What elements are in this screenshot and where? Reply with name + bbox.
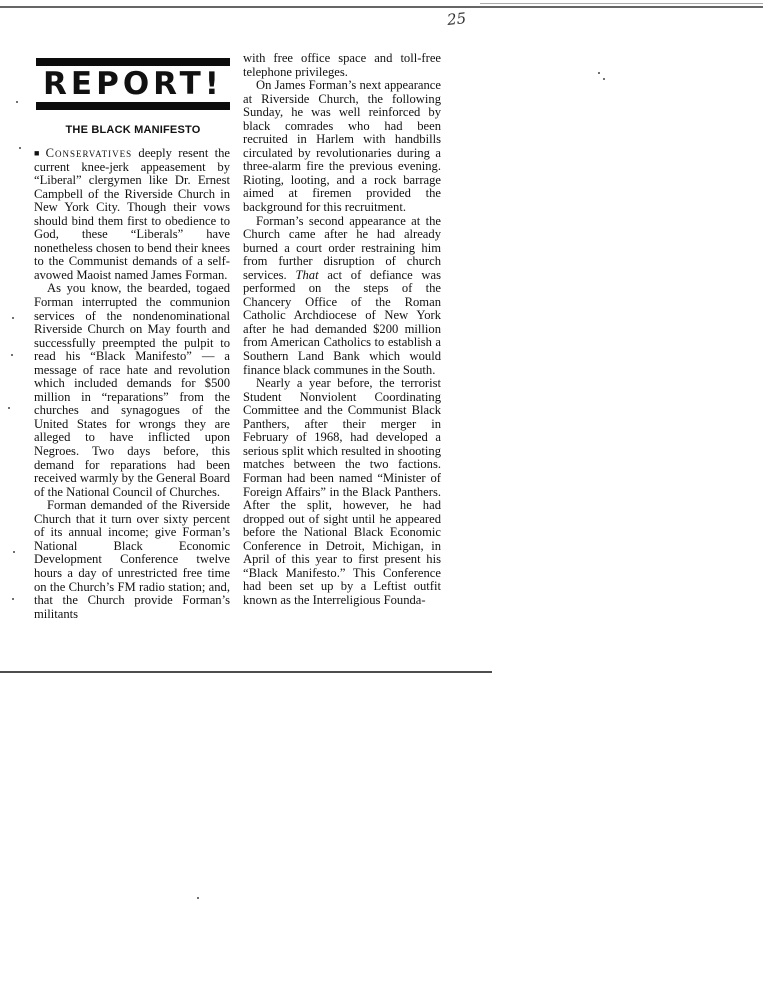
paragraph-4: On James Forman’s next appearance at Riverside Church, the following Sunday, he was well reinforced by black comrades who had been recruited in Harlem with handbills circulated by revolutionaries during a three-alarm fire the previous evening. Rioting, looting, and a rock barrage aimed at firemen provided the background for this recruitment. <box>243 78 441 215</box>
article-column-right <box>243 52 441 607</box>
scan-speck <box>197 897 199 899</box>
scan-speck <box>12 317 14 319</box>
paragraph-6: Nearly a year before, the terrorist Student Nonviolent Coordinating Committee and the Communist Black Panthers, after their merger in February of 1968, had developed a serious split which resulted in shooting matches between the two factions. Forman had been named “Minister of Foreign Affairs” in the Black Panthers. After the split, however, he had dropped out of sight until he appeared before the National Black Economic Conference in Detroit, Michigan, in April of this year to first present his “Black Manifesto.” This Conference had been set up by a Leftist outfit known as the Interreligious Founda- <box>243 376 441 607</box>
paragraph-1 <box>34 147 230 282</box>
paragraph-5-start: Forman’s second appearance at the Church came after he had already burned a court order restraining him from further disruption of church services. <box>243 213 441 282</box>
masthead-rule-bottom <box>36 102 230 110</box>
paragraph-continued: with free office space and toll-free telephone privileges. <box>243 51 441 79</box>
emphasis-that: That <box>295 267 319 282</box>
scan-speck <box>12 598 14 600</box>
scan-speck <box>598 72 600 74</box>
scan-speck <box>603 78 605 80</box>
handwritten-page-number: 25 <box>446 9 467 29</box>
paragraph-3: Forman demanded of the Riverside Church that it turn over sixty percent of its annual income; give Forman’s National Black Economic Development Conference twelve hours a day of unrestricted free time on the Church’s FM radio station; and, that the Church provide Forman’s militants <box>34 498 230 621</box>
paragraph-5 <box>243 215 441 378</box>
paragraph-1-text: deeply resent the current knee-jerk appeasement by “Liberal” clergymen like Dr. Ernest Campbell of the Riverside Church in New York City. Though their vows should bind them first to obedience to God, these “Liberals” have nonetheless chosen to bend their knees to the Communist demands of a self-avowed Maoist named James Forman. <box>34 146 230 282</box>
scan-speck <box>11 354 13 356</box>
paragraph-2: As you know, the bearded, togaed Forman interrupted the communion services of the nondenominational Riverside Church on May fourth and successfully preempted the pulpit to read his “Black Manifesto” — a message of race hate and revolution which included demands for $500 million in “reparations” from the churches and synagogues of the United States for wrongs they are alleged to have inflicted upon Negroes. Two days before, this demand for reparations had been received warmly by the General Board of the National Council of Churches. <box>34 281 230 499</box>
footer-rule <box>0 671 492 673</box>
scan-speck <box>19 147 21 149</box>
bullet-square-icon: ■ <box>34 148 43 158</box>
report-title: REPORT! <box>43 66 223 102</box>
article-subtitle: THE BLACK MANIFESTO <box>65 124 201 136</box>
scan-edge-line <box>0 6 763 8</box>
scan-speck <box>13 551 15 553</box>
scan-edge-line-faint <box>480 3 763 4</box>
paragraph-5-end: act of defiance was performed on the steps of the Chancery Office of the Roman Catholic Archdiocese of New York after he had demanded $200 million from American Catholics to establish a Southern Land Bank which would finance black communes in the South. <box>243 267 441 377</box>
scan-speck <box>8 407 10 409</box>
lead-word: Conservatives <box>45 146 133 160</box>
article-column-left <box>34 147 230 621</box>
scan-speck <box>16 101 18 103</box>
